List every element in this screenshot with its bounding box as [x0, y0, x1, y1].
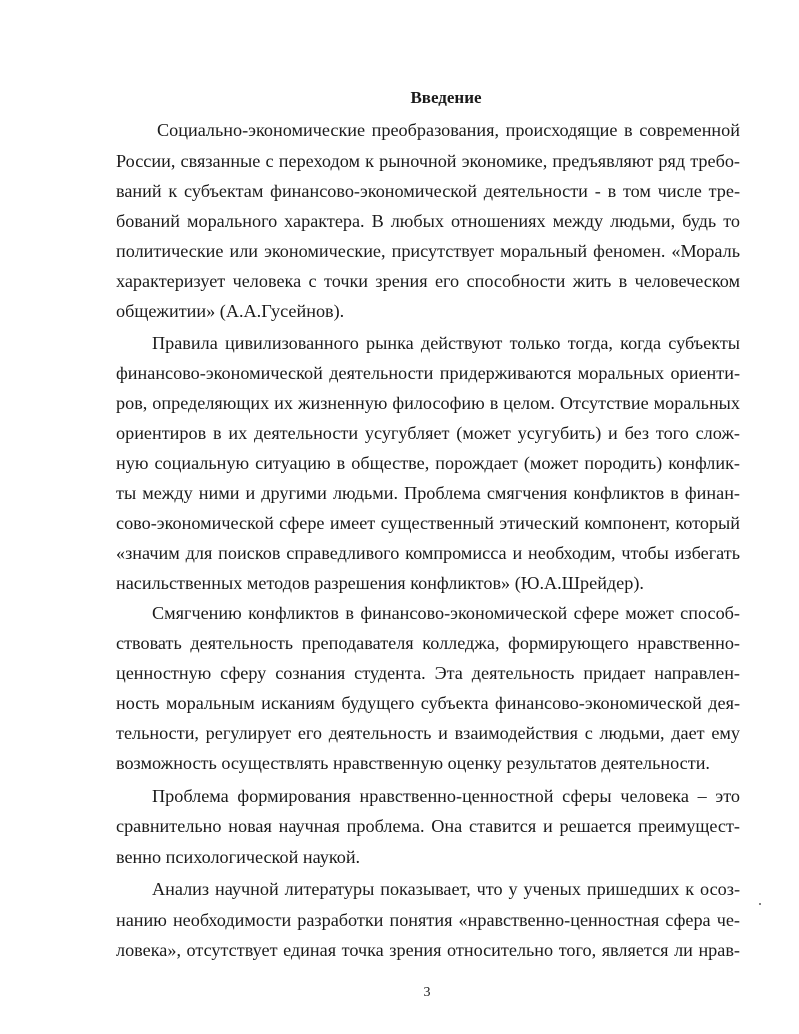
text-line: возможность осуществлять нравственную оценку результатов деятельности.	[116, 753, 710, 773]
text-line: сравнительно новая научная проблема. Она ставится и решается преимущест-	[116, 816, 740, 836]
text-line: финансово-экономической деятельности придерживаются моральных ориенти-	[116, 363, 740, 383]
text-line: тельности, регулирует его деятельность и взаимодействия с людьми, дает ему	[116, 723, 740, 743]
text-line: ность моральным исканиям будущего субъекта финансово-экономической дея-	[116, 693, 740, 713]
text-line: ную социальную ситуацию в обществе, порождает (может породить) конфлик-	[116, 453, 740, 473]
text-line: общежитии» (А.А.Гусейнов).	[116, 301, 345, 321]
text-line: ваний к субъектам финансово-экономической деятельности - в том числе тре-	[116, 181, 740, 201]
text-line: Анализ научной литературы показывает, что у ученых пришедших к осоз-	[152, 879, 740, 899]
text-line: Смягчению конфликтов в финансово-экономической сфере может способ-	[152, 603, 740, 623]
text-line: Проблема формирования нравственно-ценностной сферы человека – это	[152, 786, 740, 806]
text-line: Социально-экономические преобразования, происходящие в современной	[157, 120, 740, 140]
text-line: ориентиров в их деятельности усугубляет (может усугубить) и без того слож-	[116, 423, 740, 443]
text-line: ценностную сферу сознания студента. Эта деятельность придает направлен-	[116, 663, 740, 683]
text-line: насильственных методов разрешения конфликтов» (Ю.А.Шрейдер).	[116, 573, 644, 593]
text-line: ловека», отсутствует единая точка зрения относительно того, является ли нрав-	[116, 940, 740, 960]
page-number: 3	[423, 985, 431, 1000]
text-line: венно психологической наукой.	[116, 847, 361, 867]
text-line: ров, определяющих их жизненную философию в целом. Отсутствие моральных	[116, 393, 740, 413]
text-line: сово-экономической сфере имеет существенный этический компонент, который	[116, 513, 740, 533]
text-line: политические или экономические, присутствует моральный феномен. «Мораль	[116, 241, 740, 261]
text-line: нанию необходимости разработки понятия «нравственно-ценностная сфера че-	[116, 910, 740, 930]
text-line: бований морального характера. В любых отношениях между людьми, будь то	[116, 211, 740, 231]
page-title: Введение	[410, 88, 482, 107]
text-line: характеризует человека с точки зрения его способности жить в человеческом	[116, 271, 740, 291]
text-line: Правила цивилизованного рынка действуют только тогда, когда субъекты	[152, 333, 740, 353]
text-line: ствовать деятельность преподавателя колледжа, формирующего нравственно-	[116, 633, 740, 653]
text-line: России, связанные с переходом к рыночной экономике, предъявляют ряд требо-	[116, 151, 740, 171]
scan-speck	[759, 903, 761, 905]
text-line: ты между ними и другими людьми. Проблема смягчения конфликтов в финан-	[116, 483, 740, 503]
text-line: «значим для поисков справедливого компромисса и необходим, чтобы избегать	[116, 543, 740, 563]
